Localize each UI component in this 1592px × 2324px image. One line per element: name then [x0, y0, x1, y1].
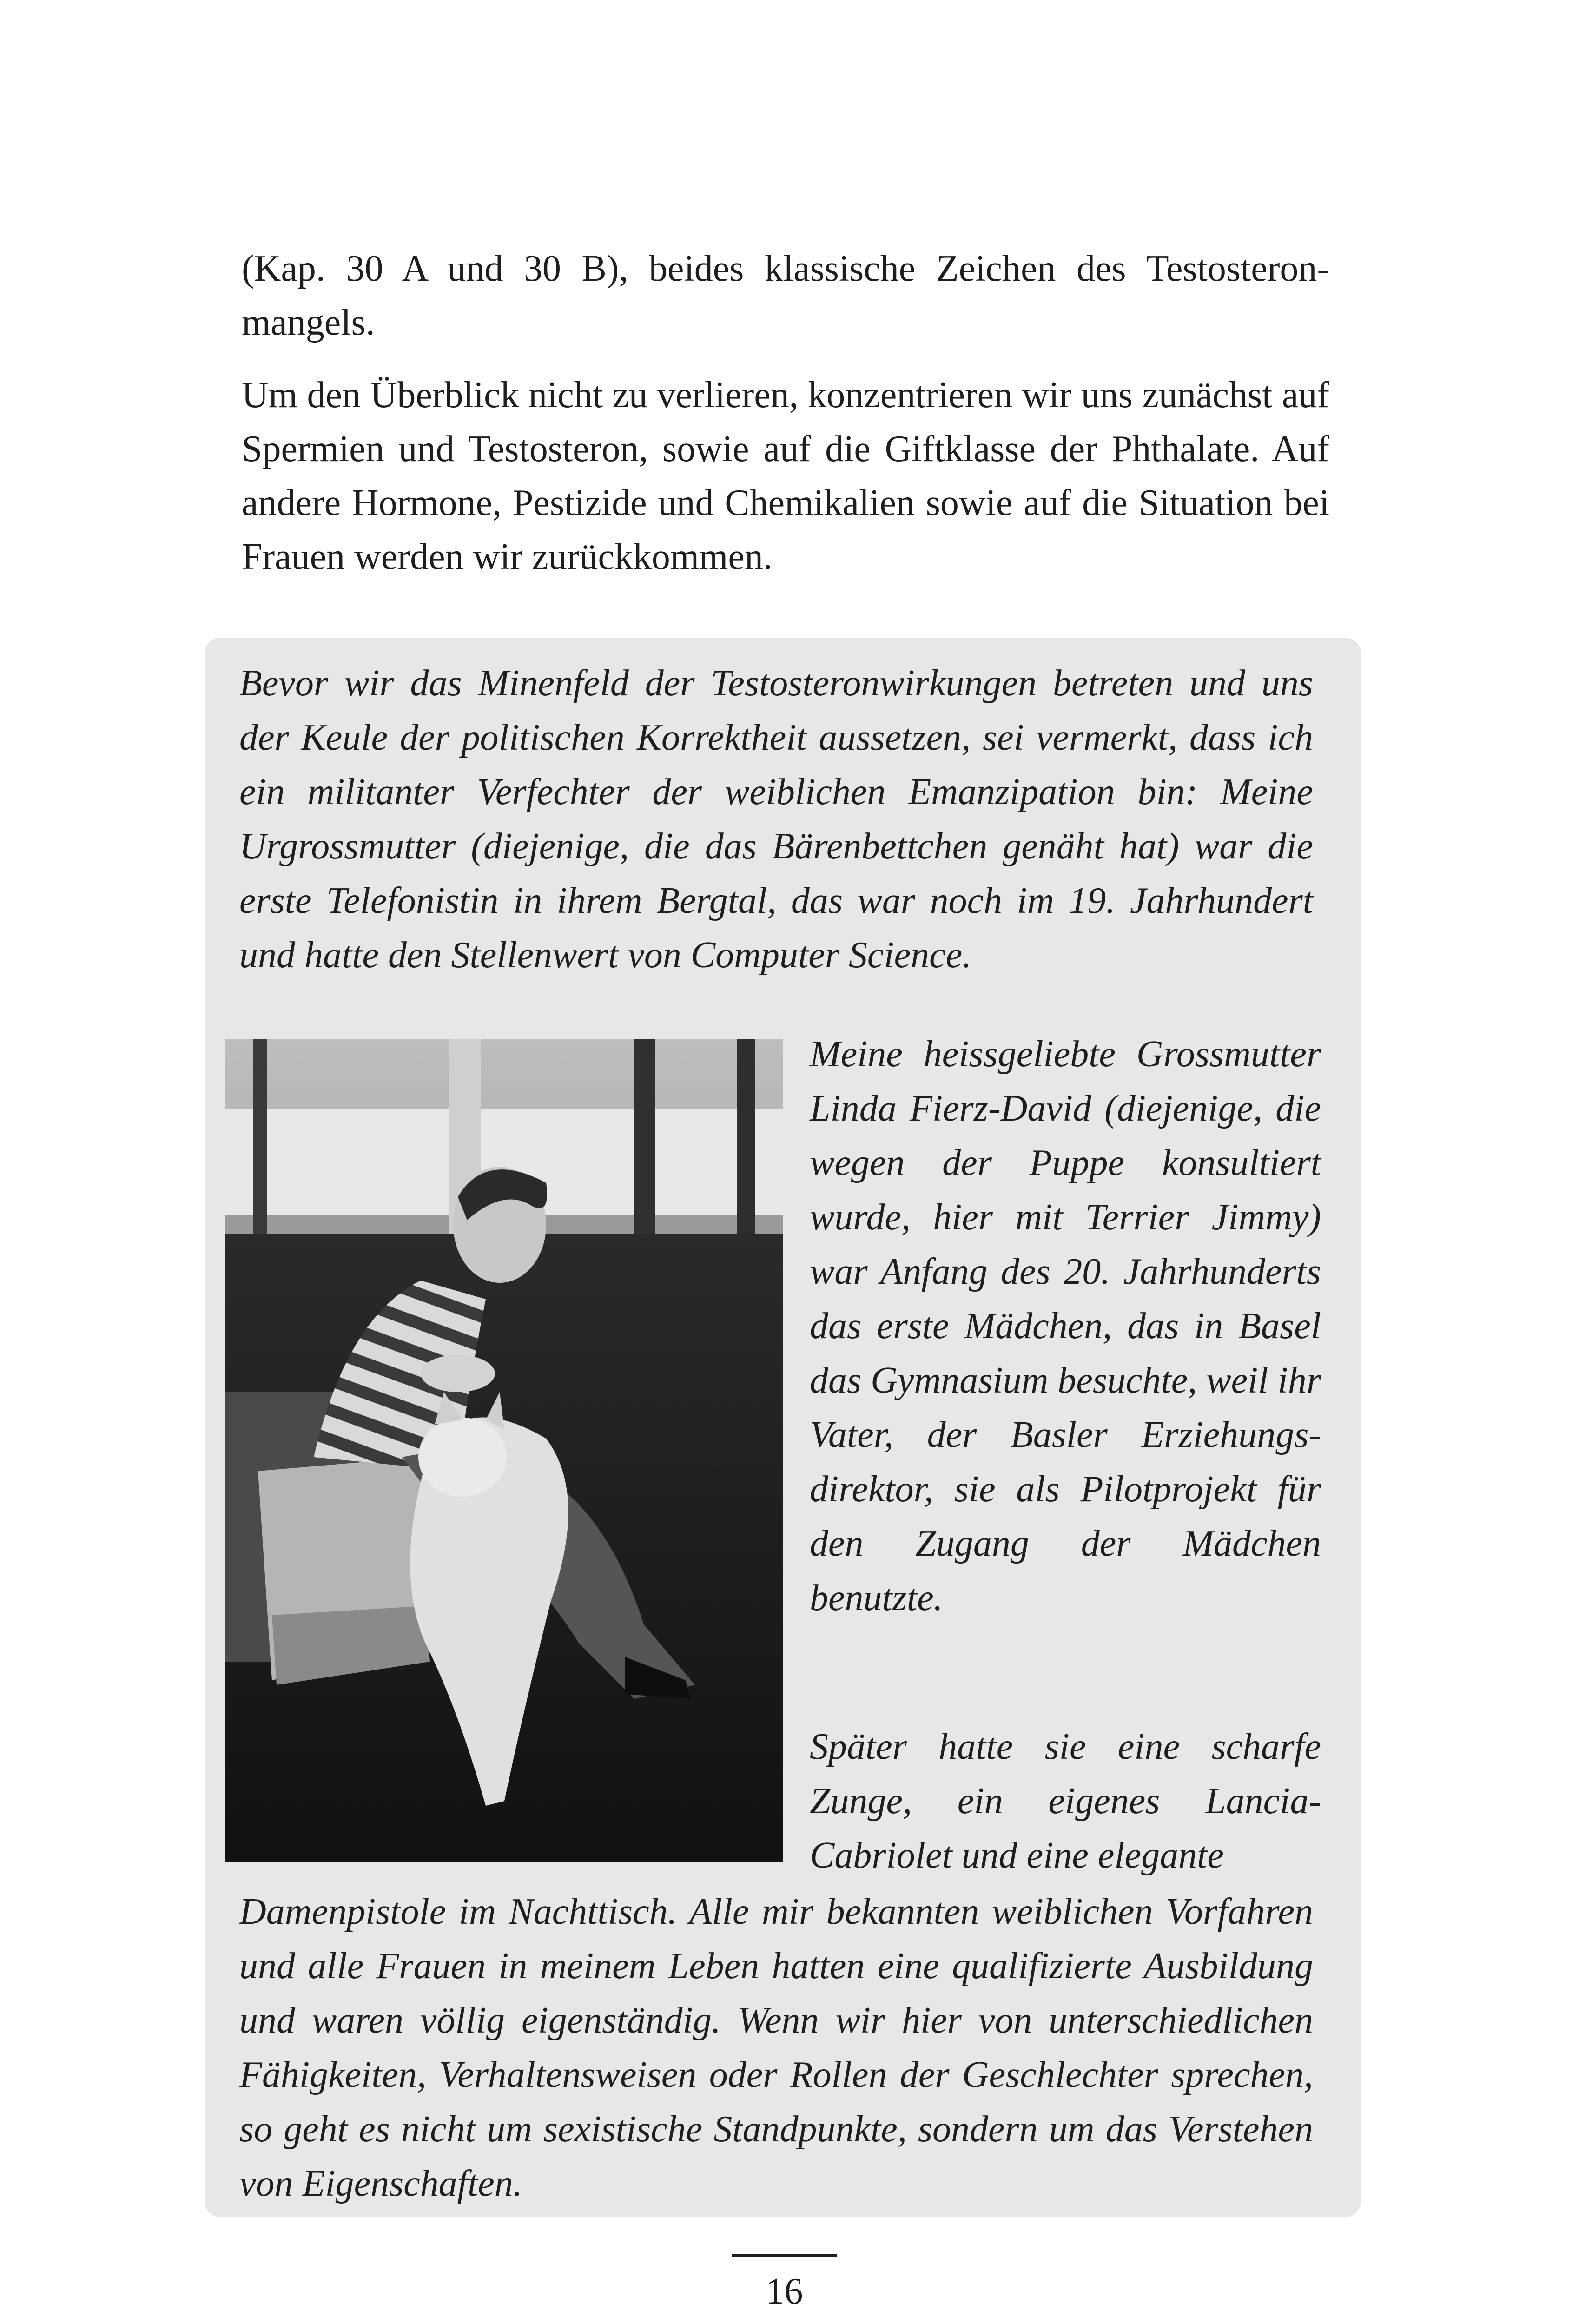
- photo-caption-continued: [810, 1720, 1321, 1883]
- sidebar-intro-text: Bevor wir das Minenfeld der Testosteronwirkungen betreten und uns der Keule der politischen Korrektheit aussetzen, sei vermerkt, dass ich ein militanter Verfechter der weiblichen Emanzipation bin: Meine Urgrossmutter (diejenige, die das Bärenbettchen genäht hat) war die erste Telefonistin in ihrem Bergtal, das war noch im 19. Jahrhundert und hatte den Stellenwert von Computer Science.: [239, 663, 1313, 976]
- photo-caption-continued-text: Später hatte sie eine scharfe Zunge, ein eigenes Lancia-Cabriolet und eine elegante: [810, 1726, 1321, 1876]
- sidebar-closing-text: Damenpistole im Nachttisch. Alle mir bekannten weiblichen Vorfahren und alle Frauen in meinem Leben hatten eine qualifizierte Ausbildung und waren völlig eigenständig. Wenn wir hier von unterschiedlichen Fähigkeiten, Verhaltensweisen oder Rollen der Geschlechter sprechen, so geht es nicht um sexistische Standpunkte, sondern um das Verstehen von Eigenschaften.: [239, 1891, 1313, 2204]
- body-paragraph-1: [242, 242, 1329, 350]
- body-paragraph-2-text: Um den Überblick nicht zu verlieren, konzentrieren wir uns zunächst auf Spermien und Testosteron, sowie auf die Giftklasse der Phthalate. Auf andere Hormone, Pestizide und Chemikalien sowie auf die Situation bei Frauen werden wir zurückkommen.: [242, 375, 1329, 577]
- footer-rule: [732, 2254, 837, 2257]
- body-paragraph-2: [242, 368, 1329, 584]
- sidebar-intro: [239, 656, 1313, 983]
- photo-caption: [810, 1027, 1321, 1625]
- photo-woman-with-terrier: [225, 1039, 783, 1862]
- sidebar-closing: [239, 1885, 1313, 2211]
- page-number: 16: [766, 2271, 803, 2312]
- body-paragraph-1-text: (Kap. 30 A und 30 B), beides klassische Zeichen des Testosteronmangels.: [242, 248, 1329, 343]
- photo-caption-text: Meine heissgeliebte Grossmutter Linda Fierz-David (diejenige, die wegen der Puppe konsultiert wurde, hier mit Terrier Jimmy) war Anfang des 20. Jahrhunderts das erste Mädchen, das in Basel das Gymnasium besuchte, weil ihr Vater, der Basler Erziehungsdirektor, sie als Pilotprojekt für den Zugang der Mädchen benutzte.: [810, 1034, 1321, 1618]
- historical-photo: [225, 1039, 783, 1862]
